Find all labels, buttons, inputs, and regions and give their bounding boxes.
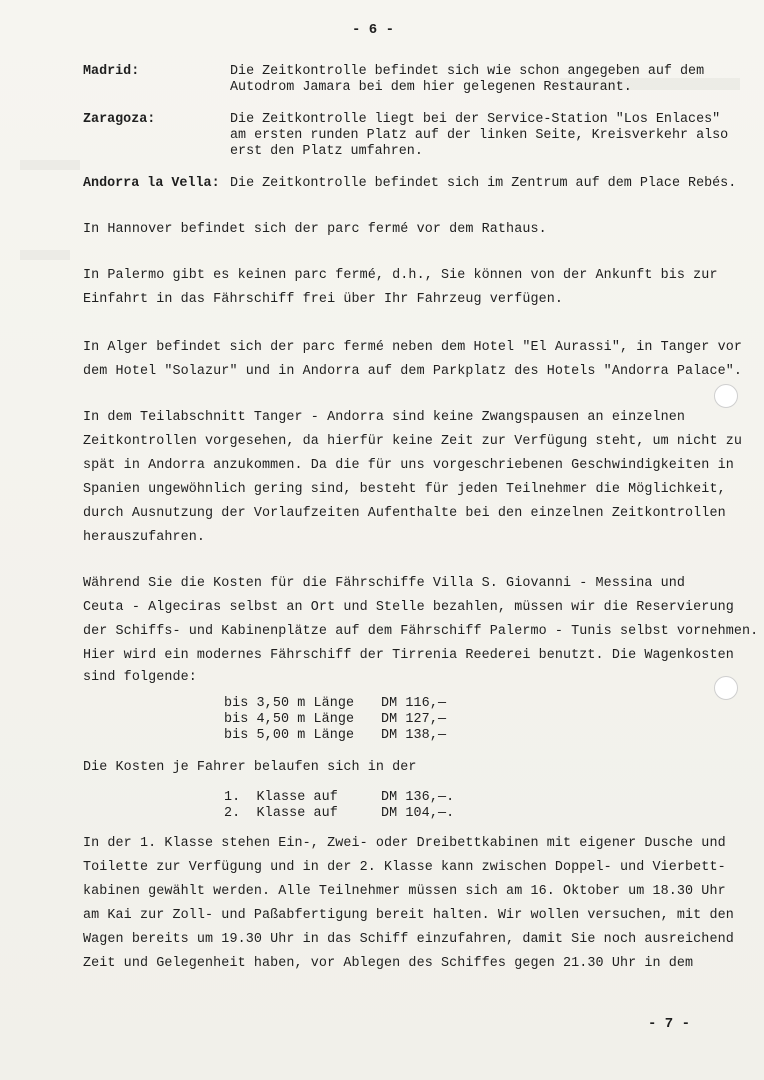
fahrer-kosten-preis-1: DM 136,—.	[381, 790, 455, 805]
entry-andorra-line-1: Die Zeitkontrolle befindet sich im Zentrum auf dem Place Rebés.	[230, 176, 737, 191]
fahrer-kosten-klasse-2: 2. Klasse auf	[224, 806, 338, 821]
paragraph-tanger-line-5: durch Ausnutzung der Vorlaufzeiten Aufenthalte bei den einzelnen Zeitkontrollen	[83, 506, 726, 521]
entry-zaragoza-line-3: erst den Platz umfahren.	[230, 144, 423, 159]
entry-label-madrid: Madrid:	[83, 64, 140, 79]
paragraph-palermo-line-2: Einfahrt in das Fährschiff frei über Ihr Fahrzeug verfügen.	[83, 292, 564, 307]
paragraph-tanger-line-6: herauszufahren.	[83, 530, 206, 545]
paragraph-kabinen-line-5: Wagen bereits um 19.30 Uhr in das Schiff einzufahren, damit Sie noch ausreichend	[83, 932, 734, 947]
paragraph-alger-line-2: dem Hotel "Solazur" und in Andorra auf dem Parkplatz des Hotels "Andorra Palace".	[83, 364, 742, 379]
paragraph-faehre-line-2: Ceuta - Algeciras selbst an Ort und Stelle bezahlen, müssen wir die Reservierung	[83, 600, 734, 615]
paragraph-tanger-line-3: spät in Andorra anzukommen. Da die für uns vorgeschriebenen Geschwindigkeiten in	[83, 458, 734, 473]
entry-madrid-line-2: Autodrom Jamara bei dem hier gelegenen Restaurant.	[230, 80, 632, 95]
punch-hole	[714, 384, 738, 408]
wagen-kosten-preis-1: DM 116,—	[381, 696, 447, 711]
punch-hole	[714, 676, 738, 700]
wagen-kosten-laenge-2: bis 4,50 m Länge	[224, 712, 355, 727]
paragraph-kabinen-line-4: am Kai zur Zoll- und Paßabfertigung bereit halten. Wir wollen versuchen, mit den	[83, 908, 734, 923]
entry-label-zaragoza: Zaragoza:	[83, 112, 156, 127]
paragraph-kabinen-line-2: Toilette zur Verfügung und in der 2. Klasse kann zwischen Doppel- und Vierbett-	[83, 860, 726, 875]
paragraph-kabinen-line-6: Zeit und Gelegenheit haben, vor Ablegen des Schiffes gegen 21.30 Uhr in dem	[83, 956, 694, 971]
paragraph-palermo-line-1: In Palermo gibt es keinen parc fermé, d.h., Sie können von der Ankunft bis zur	[83, 268, 718, 283]
paragraph-kabinen-line-3: kabinen gewählt werden. Alle Teilnehmer müssen sich am 16. Oktober um 18.30 Uhr	[83, 884, 726, 899]
wagen-kosten-laenge-1: bis 3,50 m Länge	[224, 696, 355, 711]
paragraph-hannover: In Hannover befindet sich der parc fermé vor dem Rathaus.	[83, 222, 547, 237]
entry-zaragoza-line-1: Die Zeitkontrolle liegt bei der Service-Station "Los Enlaces"	[230, 112, 721, 127]
entry-madrid-line-1: Die Zeitkontrolle befindet sich wie schon angegeben auf dem	[230, 64, 705, 79]
paragraph-faehre-line-3: der Schiffs- und Kabinenplätze auf dem Fährschiff Palermo - Tunis selbst vornehmen.	[83, 624, 759, 639]
fahrer-kosten-klasse-1: 1. Klasse auf	[224, 790, 338, 805]
paragraph-tanger-line-2: Zeitkontrollen vorgesehen, da hierfür keine Zeit zur Verfügung steht, um nicht zu	[83, 434, 742, 449]
paragraph-faehre-line-4: Hier wird ein modernes Fährschiff der Tirrenia Reederei benutzt. Die Wagenkosten	[83, 648, 734, 663]
next-page-marker: - 7 -	[648, 1016, 691, 1032]
bleed-through-mark	[20, 250, 70, 260]
entry-label-andorra: Andorra la Vella:	[83, 176, 220, 191]
paragraph-kabinen-line-1: In der 1. Klasse stehen Ein-, Zwei- oder Dreibettkabinen mit eigener Dusche und	[83, 836, 726, 851]
fahrer-kosten-preis-2: DM 104,—.	[381, 806, 455, 821]
bleed-through-mark	[20, 160, 80, 170]
paragraph-tanger-line-4: Spanien ungewöhnlich gering sind, besteht für jeden Teilnehmer die Möglichkeit,	[83, 482, 726, 497]
paragraph-faehre-line-5: sind folgende:	[83, 670, 197, 685]
wagen-kosten-laenge-3: bis 5,00 m Länge	[224, 728, 355, 743]
paragraph-tanger-line-1: In dem Teilabschnitt Tanger - Andorra sind keine Zwangspausen an einzelnen	[83, 410, 686, 425]
wagen-kosten-preis-3: DM 138,—	[381, 728, 447, 743]
paragraph-alger-line-1: In Alger befindet sich der parc fermé neben dem Hotel "El Aurassi", in Tanger vor	[83, 340, 742, 355]
paragraph-fahrer-intro: Die Kosten je Fahrer belaufen sich in der	[83, 760, 417, 775]
wagen-kosten-preis-2: DM 127,—	[381, 712, 447, 727]
entry-zaragoza-line-2: am ersten runden Platz auf der linken Seite, Kreisverkehr also	[230, 128, 729, 143]
paragraph-faehre-line-1: Während Sie die Kosten für die Fährschiffe Villa S. Giovanni - Messina und	[83, 576, 686, 591]
page-number: - 6 -	[352, 22, 395, 38]
